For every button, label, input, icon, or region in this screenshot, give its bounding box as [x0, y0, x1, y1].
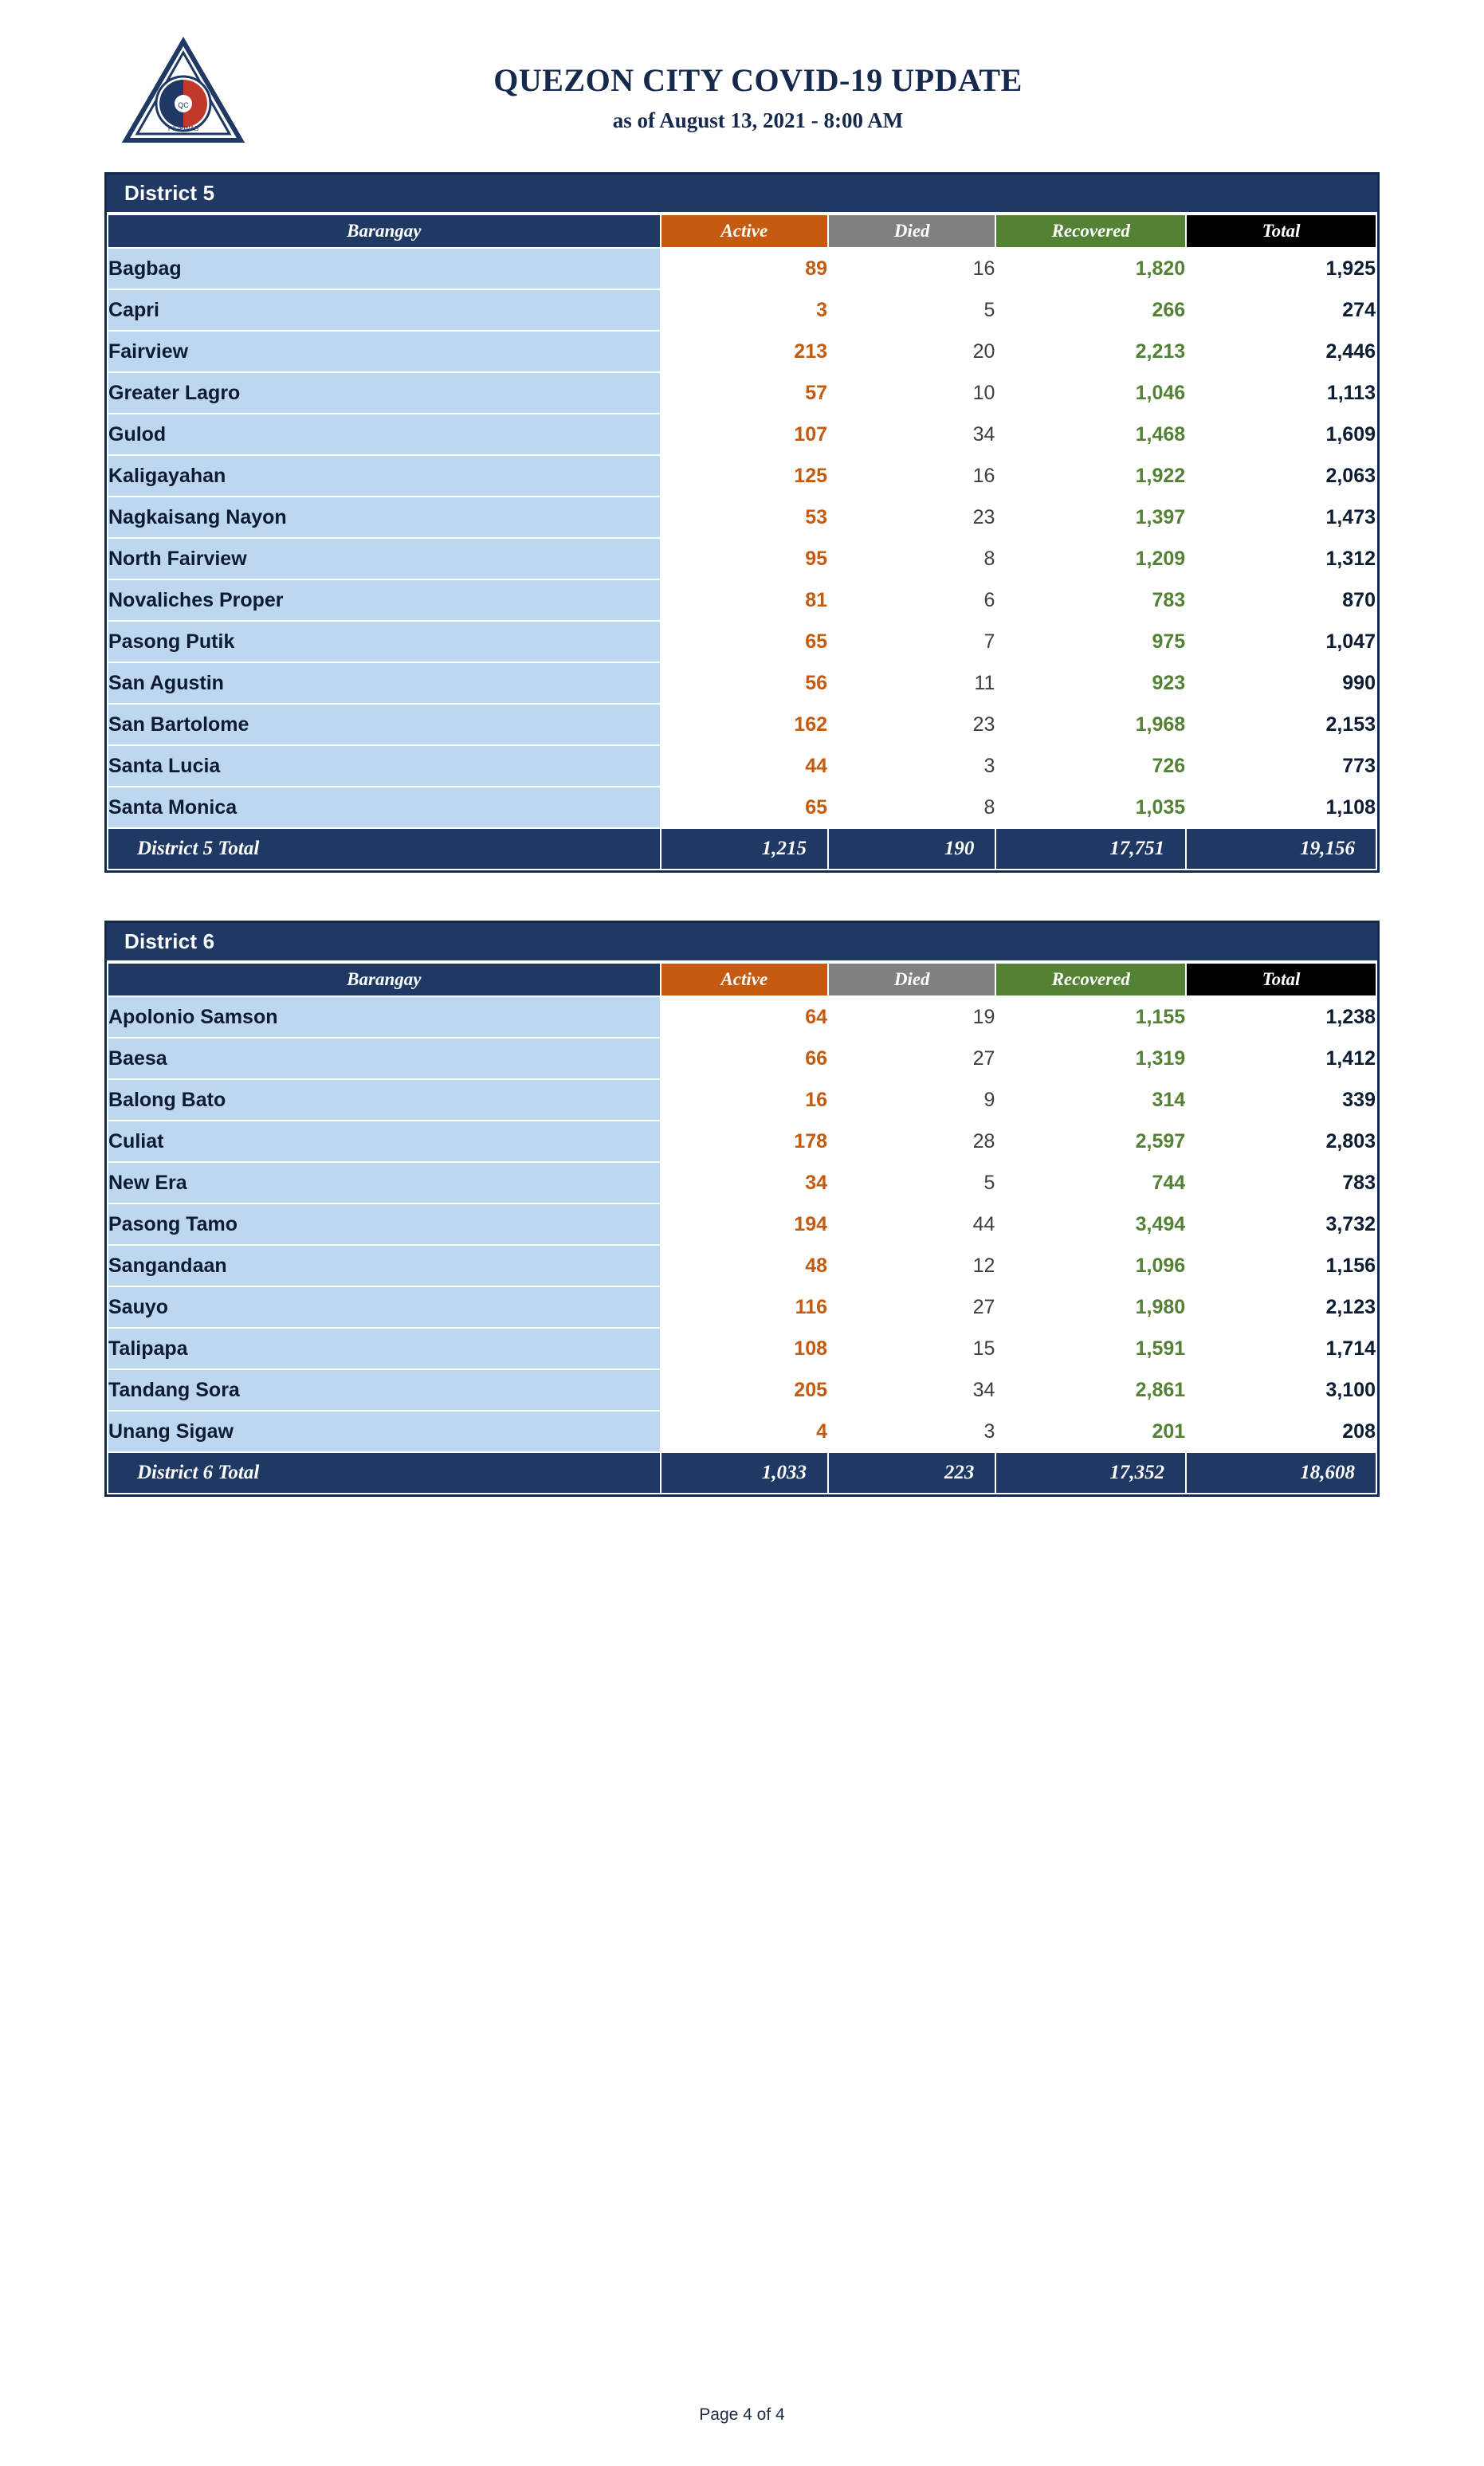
quezon-city-seal-icon	[120, 35, 247, 147]
total-count: 2,063	[1186, 455, 1376, 497]
table-row	[108, 497, 1376, 538]
barangay-name: Apolonio Samson	[108, 996, 661, 1038]
recovered-count: 726	[995, 745, 1186, 787]
barangay-name: Talipapa	[108, 1328, 661, 1369]
barangay-name: Tandang Sora	[108, 1369, 661, 1411]
barangay-name: Pasong Putik	[108, 621, 661, 662]
died-count: 23	[828, 497, 995, 538]
active-count: 65	[661, 787, 828, 828]
column-header-died: Died	[828, 214, 995, 248]
recovered-count: 1,046	[995, 372, 1186, 414]
table-row	[108, 248, 1376, 289]
total-count: 2,123	[1186, 1286, 1376, 1328]
active-count: 48	[661, 1245, 828, 1286]
district-5-header: District 5	[107, 175, 1377, 214]
died-count: 27	[828, 1286, 995, 1328]
total-count: 274	[1186, 289, 1376, 331]
recovered-count: 201	[995, 1411, 1186, 1452]
died-count: 3	[828, 1411, 995, 1452]
recovered-count: 266	[995, 289, 1186, 331]
recovered-count: 1,319	[995, 1038, 1186, 1079]
died-count: 27	[828, 1038, 995, 1079]
total-count: 1,714	[1186, 1328, 1376, 1369]
died-count: 10	[828, 372, 995, 414]
barangay-name: Kaligayahan	[108, 455, 661, 497]
total-count: 1,113	[1186, 372, 1376, 414]
table-row	[108, 787, 1376, 828]
total-count: 1,238	[1186, 996, 1376, 1038]
table-header-row	[108, 963, 1376, 996]
total-count: 1,609	[1186, 414, 1376, 455]
table-row	[108, 1162, 1376, 1204]
died-count: 34	[828, 414, 995, 455]
barangay-name: San Agustin	[108, 662, 661, 704]
table-row	[108, 1369, 1376, 1411]
district-total-recovered: 17,352	[995, 1452, 1186, 1494]
died-count: 44	[828, 1204, 995, 1245]
died-count: 16	[828, 455, 995, 497]
total-count: 2,446	[1186, 331, 1376, 372]
total-count: 1,312	[1186, 538, 1376, 579]
barangay-name: Sauyo	[108, 1286, 661, 1328]
table-row	[108, 745, 1376, 787]
recovered-count: 3,494	[995, 1204, 1186, 1245]
total-count: 339	[1186, 1079, 1376, 1121]
active-count: 3	[661, 289, 828, 331]
active-count: 107	[661, 414, 828, 455]
recovered-count: 1,035	[995, 787, 1186, 828]
died-count: 16	[828, 248, 995, 289]
recovered-count: 923	[995, 662, 1186, 704]
total-count: 783	[1186, 1162, 1376, 1204]
column-header-died: Died	[828, 963, 995, 996]
died-count: 11	[828, 662, 995, 704]
active-count: 66	[661, 1038, 828, 1079]
district-total-active: 1,033	[661, 1452, 828, 1494]
table-row	[108, 289, 1376, 331]
barangay-name: Gulod	[108, 414, 661, 455]
barangay-name: North Fairview	[108, 538, 661, 579]
table-row	[108, 455, 1376, 497]
table-row	[108, 996, 1376, 1038]
district-total-died: 190	[828, 828, 995, 870]
recovered-count: 2,861	[995, 1369, 1186, 1411]
barangay-name: New Era	[108, 1162, 661, 1204]
barangay-name: Santa Monica	[108, 787, 661, 828]
recovered-count: 1,468	[995, 414, 1186, 455]
recovered-count: 1,968	[995, 704, 1186, 745]
total-count: 773	[1186, 745, 1376, 787]
district-total-total: 18,608	[1186, 1452, 1376, 1494]
barangay-name: Unang Sigaw	[108, 1411, 661, 1452]
table-row	[108, 621, 1376, 662]
total-count: 1,473	[1186, 497, 1376, 538]
column-header-recovered: Recovered	[995, 963, 1186, 996]
barangay-name: Culiat	[108, 1121, 661, 1162]
barangay-name: Greater Lagro	[108, 372, 661, 414]
total-count: 1,412	[1186, 1038, 1376, 1079]
page-footer: Page 4 of 4	[699, 2405, 785, 2424]
column-header-active: Active	[661, 963, 828, 996]
recovered-count: 1,397	[995, 497, 1186, 538]
column-header-total: Total	[1186, 963, 1376, 996]
active-count: 116	[661, 1286, 828, 1328]
district-total-total: 19,156	[1186, 828, 1376, 870]
table-row	[108, 1245, 1376, 1286]
total-count: 870	[1186, 579, 1376, 621]
district-6-header: District 6	[107, 923, 1377, 962]
recovered-count: 1,209	[995, 538, 1186, 579]
barangay-name: Pasong Tamo	[108, 1204, 661, 1245]
total-count: 1,925	[1186, 248, 1376, 289]
total-count: 1,156	[1186, 1245, 1376, 1286]
district-5-block	[104, 172, 1380, 873]
total-count: 2,153	[1186, 704, 1376, 745]
died-count: 8	[828, 538, 995, 579]
table-row	[108, 1286, 1376, 1328]
recovered-count: 744	[995, 1162, 1186, 1204]
active-count: 57	[661, 372, 828, 414]
recovered-count: 314	[995, 1079, 1186, 1121]
barangay-name: Novaliches Proper	[108, 579, 661, 621]
barangay-name: Capri	[108, 289, 661, 331]
column-header-recovered: Recovered	[995, 214, 1186, 248]
column-header-barangay: Barangay	[108, 214, 661, 248]
recovered-count: 1,155	[995, 996, 1186, 1038]
active-count: 205	[661, 1369, 828, 1411]
table-row	[108, 1328, 1376, 1369]
died-count: 20	[828, 331, 995, 372]
active-count: 213	[661, 331, 828, 372]
table-row	[108, 414, 1376, 455]
table-row	[108, 1411, 1376, 1452]
active-count: 16	[661, 1079, 828, 1121]
total-count: 208	[1186, 1411, 1376, 1452]
active-count: 65	[661, 621, 828, 662]
died-count: 28	[828, 1121, 995, 1162]
died-count: 5	[828, 1162, 995, 1204]
district-6-table	[107, 962, 1377, 1494]
barangay-name: Sangandaan	[108, 1245, 661, 1286]
total-count: 2,803	[1186, 1121, 1376, 1162]
recovered-count: 2,597	[995, 1121, 1186, 1162]
active-count: 108	[661, 1328, 828, 1369]
recovered-count: 783	[995, 579, 1186, 621]
column-header-total: Total	[1186, 214, 1376, 248]
recovered-count: 1,922	[995, 455, 1186, 497]
active-count: 194	[661, 1204, 828, 1245]
district-total-recovered: 17,751	[995, 828, 1186, 870]
svg-text:PILIPINAS: PILIPINAS	[167, 125, 199, 132]
district-total-active: 1,215	[661, 828, 828, 870]
district-total-row	[108, 1452, 1376, 1494]
table-row	[108, 579, 1376, 621]
table-row	[108, 704, 1376, 745]
died-count: 8	[828, 787, 995, 828]
died-count: 15	[828, 1328, 995, 1369]
total-count: 1,047	[1186, 621, 1376, 662]
recovered-count: 1,980	[995, 1286, 1186, 1328]
active-count: 95	[661, 538, 828, 579]
died-count: 3	[828, 745, 995, 787]
district-total-died: 223	[828, 1452, 995, 1494]
barangay-name: Santa Lucia	[108, 745, 661, 787]
died-count: 19	[828, 996, 995, 1038]
table-row	[108, 538, 1376, 579]
table-row	[108, 662, 1376, 704]
died-count: 34	[828, 1369, 995, 1411]
district-total-label: District 5 Total	[108, 828, 661, 870]
died-count: 6	[828, 579, 995, 621]
recovered-count: 975	[995, 621, 1186, 662]
table-row	[108, 1038, 1376, 1079]
total-count: 3,100	[1186, 1369, 1376, 1411]
died-count: 23	[828, 704, 995, 745]
total-count: 3,732	[1186, 1204, 1376, 1245]
table-row	[108, 1121, 1376, 1162]
active-count: 56	[661, 662, 828, 704]
recovered-count: 1,820	[995, 248, 1186, 289]
svg-text:QC: QC	[178, 101, 189, 109]
active-count: 53	[661, 497, 828, 538]
recovered-count: 1,096	[995, 1245, 1186, 1286]
barangay-name: San Bartolome	[108, 704, 661, 745]
barangay-name: Nagkaisang Nayon	[108, 497, 661, 538]
active-count: 178	[661, 1121, 828, 1162]
barangay-name: Fairview	[108, 331, 661, 372]
table-header-row	[108, 214, 1376, 248]
table-row	[108, 372, 1376, 414]
total-count: 1,108	[1186, 787, 1376, 828]
district-total-row	[108, 828, 1376, 870]
died-count: 5	[828, 289, 995, 331]
table-row	[108, 1079, 1376, 1121]
table-row	[108, 331, 1376, 372]
total-count: 990	[1186, 662, 1376, 704]
district-5-table	[107, 214, 1377, 870]
recovered-count: 1,591	[995, 1328, 1186, 1369]
active-count: 81	[661, 579, 828, 621]
active-count: 34	[661, 1162, 828, 1204]
barangay-name: Bagbag	[108, 248, 661, 289]
table-row	[108, 1204, 1376, 1245]
page-title: QUEZON CITY COVID-19 UPDATE	[493, 62, 1023, 98]
column-header-barangay: Barangay	[108, 963, 661, 996]
active-count: 125	[661, 455, 828, 497]
recovered-count: 2,213	[995, 331, 1186, 372]
died-count: 7	[828, 621, 995, 662]
column-header-active: Active	[661, 214, 828, 248]
active-count: 89	[661, 248, 828, 289]
died-count: 12	[828, 1245, 995, 1286]
died-count: 9	[828, 1079, 995, 1121]
district-6-block	[104, 921, 1380, 1497]
district-total-label: District 6 Total	[108, 1452, 661, 1494]
active-count: 44	[661, 745, 828, 787]
active-count: 162	[661, 704, 828, 745]
barangay-name: Balong Bato	[108, 1079, 661, 1121]
page-subtitle: as of August 13, 2021 - 8:00 AM	[612, 108, 904, 132]
active-count: 64	[661, 996, 828, 1038]
page-header	[0, 0, 1484, 153]
barangay-name: Baesa	[108, 1038, 661, 1079]
active-count: 4	[661, 1411, 828, 1452]
